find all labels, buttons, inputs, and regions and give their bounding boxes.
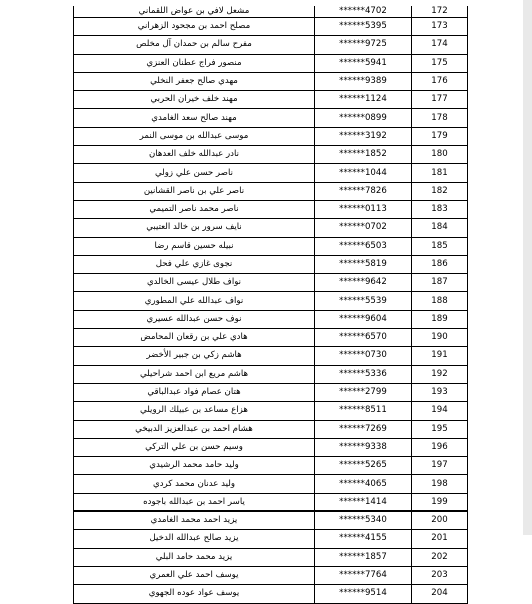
- name-cell: موسى عبدالله بن موسى النمر: [74, 127, 315, 145]
- serial-number-cell: 184: [412, 219, 468, 237]
- name-cell: وليد حامد محمد الرشيدي: [74, 457, 315, 475]
- id-cell: ******5265: [315, 457, 412, 475]
- serial-number-cell: 194: [412, 402, 468, 420]
- id-cell: ******9725: [315, 36, 412, 54]
- name-cell: يزيد صالح عبدالله الدخيل: [74, 530, 315, 548]
- table-row: [74, 512, 468, 530]
- name-cell: نواف عبدالله علي المطوري: [74, 292, 315, 310]
- table-row: [74, 457, 468, 475]
- table-row: [74, 18, 468, 36]
- serial-number-cell: 172: [412, 6, 468, 18]
- serial-number-cell: 177: [412, 91, 468, 109]
- id-cell: ******5336: [315, 365, 412, 383]
- table-row: [74, 36, 468, 54]
- name-cell: يزيد محمد حامد البلي: [74, 548, 315, 566]
- serial-number-cell: 185: [412, 237, 468, 255]
- id-cell: ******7826: [315, 182, 412, 200]
- table-row: [74, 475, 468, 493]
- id-cell: ******1044: [315, 164, 412, 182]
- name-cell: ناصر علي بن ناصر القشانين: [74, 182, 315, 200]
- table-row: [74, 54, 468, 72]
- table-row: [74, 91, 468, 109]
- id-cell: ******3192: [315, 127, 412, 145]
- table-row: [74, 182, 468, 200]
- name-cell: يوسف احمد علي العمري: [74, 566, 315, 584]
- name-cell: ياسر احمد بن عبدالله باجوده: [74, 493, 315, 511]
- id-cell: ******5539: [315, 292, 412, 310]
- name-cell: هتان عصام فواد عبدالباقي: [74, 383, 315, 401]
- id-cell: ******0113: [315, 200, 412, 218]
- id-cell: ******4155: [315, 530, 412, 548]
- serial-number-cell: 204: [412, 585, 468, 603]
- table-row: [74, 566, 468, 584]
- table-row: [74, 530, 468, 548]
- id-cell: ******9642: [315, 274, 412, 292]
- name-cell: هشام احمد بن عبدالعزيز الدبيخي: [74, 420, 315, 438]
- table-row: [74, 127, 468, 145]
- serial-number-cell: 181: [412, 164, 468, 182]
- serial-number-cell: 189: [412, 310, 468, 328]
- table-row: [74, 292, 468, 310]
- table-row: [74, 310, 468, 328]
- serial-number-cell: 178: [412, 109, 468, 127]
- serial-number-cell: 195: [412, 420, 468, 438]
- table-row: [74, 164, 468, 182]
- table-row: [74, 200, 468, 218]
- serial-number-cell: 190: [412, 329, 468, 347]
- serial-number-cell: 198: [412, 475, 468, 493]
- serial-number-cell: 186: [412, 255, 468, 273]
- name-cell: يوسف عواد عوده الجهوي: [74, 585, 315, 603]
- id-cell: ******5340: [315, 512, 412, 530]
- table-row: [74, 493, 468, 511]
- table-row: [74, 109, 468, 127]
- serial-number-cell: 183: [412, 200, 468, 218]
- serial-number-cell: 188: [412, 292, 468, 310]
- name-cell: ناصر محمد ناصر التميمي: [74, 200, 315, 218]
- id-cell: ******5819: [315, 255, 412, 273]
- table-row: [74, 146, 468, 164]
- name-cell: منصور فراج عطنان العنزي: [74, 54, 315, 72]
- table-row: [74, 438, 468, 456]
- name-cell: هاشم مريع ابن احمد شراحيلي: [74, 365, 315, 383]
- name-cell: وليد عدنان محمد كردي: [74, 475, 315, 493]
- table-row: [74, 6, 468, 18]
- name-cell: نايف سرور بن خالد العتيبي: [74, 219, 315, 237]
- serial-number-cell: 176: [412, 72, 468, 90]
- id-cell: ******7764: [315, 566, 412, 584]
- serial-number-cell: 192: [412, 365, 468, 383]
- name-cell: هادي علي بن رقعان المحامض: [74, 329, 315, 347]
- serial-number-cell: 202: [412, 548, 468, 566]
- id-cell: ******1124: [315, 91, 412, 109]
- id-cell: ******0899: [315, 109, 412, 127]
- table-bottom-border: [73, 510, 467, 511]
- table-row: [74, 585, 468, 603]
- id-cell: ******1852: [315, 146, 412, 164]
- table-row: [74, 420, 468, 438]
- serial-number-cell: 182: [412, 182, 468, 200]
- serial-number-cell: 200: [412, 512, 468, 530]
- id-cell: ******1857: [315, 548, 412, 566]
- id-cell: ******0730: [315, 347, 412, 365]
- table-row: [74, 329, 468, 347]
- id-cell: ******7269: [315, 420, 412, 438]
- id-cell: ******5395: [315, 18, 412, 36]
- id-cell: ******9338: [315, 438, 412, 456]
- id-cell: ******4702: [315, 6, 412, 18]
- table-row: [74, 548, 468, 566]
- serial-number-cell: 203: [412, 566, 468, 584]
- id-cell: ******9604: [315, 310, 412, 328]
- name-cell: مهند صالح سعد الغامدي: [74, 109, 315, 127]
- serial-number-cell: 193: [412, 383, 468, 401]
- id-cell: ******1414: [315, 493, 412, 511]
- table-row: [74, 365, 468, 383]
- name-cell: مشعل لافي بن عواض اللقماني: [74, 6, 315, 18]
- name-cell: هاشم زكي بن جبير الأخضر: [74, 347, 315, 365]
- participants-table: [73, 6, 468, 604]
- serial-number-cell: 199: [412, 493, 468, 511]
- serial-number-cell: 174: [412, 36, 468, 54]
- id-cell: ******6570: [315, 329, 412, 347]
- id-cell: ******9389: [315, 72, 412, 90]
- table-body: [74, 6, 468, 603]
- serial-number-cell: 197: [412, 457, 468, 475]
- serial-number-cell: 175: [412, 54, 468, 72]
- table-row: [74, 255, 468, 273]
- name-cell: مصلح احمد بن مجحود الزهراني: [74, 18, 315, 36]
- name-cell: ناصر حسن علي زولي: [74, 164, 315, 182]
- name-cell: نبيله حسين قاسم رضا: [74, 237, 315, 255]
- id-cell: ******0702: [315, 219, 412, 237]
- name-cell: نوف حسن عبدالله عسيري: [74, 310, 315, 328]
- serial-number-cell: 187: [412, 274, 468, 292]
- serial-number-cell: 196: [412, 438, 468, 456]
- id-cell: ******9514: [315, 585, 412, 603]
- serial-number-cell: 180: [412, 146, 468, 164]
- serial-number-cell: 191: [412, 347, 468, 365]
- table-row: [74, 237, 468, 255]
- name-cell: يزيد احمد محمد الغامدي: [74, 512, 315, 530]
- serial-number-cell: 179: [412, 127, 468, 145]
- id-cell: ******5941: [315, 54, 412, 72]
- name-cell: نواف طلال عيسى الخالدي: [74, 274, 315, 292]
- name-cell: وسيم حسن بن علي التركي: [74, 438, 315, 456]
- table-row: [74, 274, 468, 292]
- table-row: [74, 219, 468, 237]
- name-cell: نجوى غازي علي فحل: [74, 255, 315, 273]
- id-cell: ******2799: [315, 383, 412, 401]
- serial-number-cell: 201: [412, 530, 468, 548]
- serial-number-cell: 173: [412, 18, 468, 36]
- name-cell: مهند خلف خيران الحربي: [74, 91, 315, 109]
- table-row: [74, 402, 468, 420]
- table-row: [74, 72, 468, 90]
- viewer-scrollbar-track[interactable]: [523, 0, 532, 535]
- name-cell: مفرح سالم بن حمدان آل مخلص: [74, 36, 315, 54]
- id-cell: ******8511: [315, 402, 412, 420]
- name-cell: مهدي صالح جعفر النخلي: [74, 72, 315, 90]
- table-row: [74, 383, 468, 401]
- name-cell: هزاع مساعد بن عبيلك الرويلي: [74, 402, 315, 420]
- id-cell: ******4065: [315, 475, 412, 493]
- table-row: [74, 347, 468, 365]
- id-cell: ******6503: [315, 237, 412, 255]
- name-cell: نادر عبدالله خلف العدهان: [74, 146, 315, 164]
